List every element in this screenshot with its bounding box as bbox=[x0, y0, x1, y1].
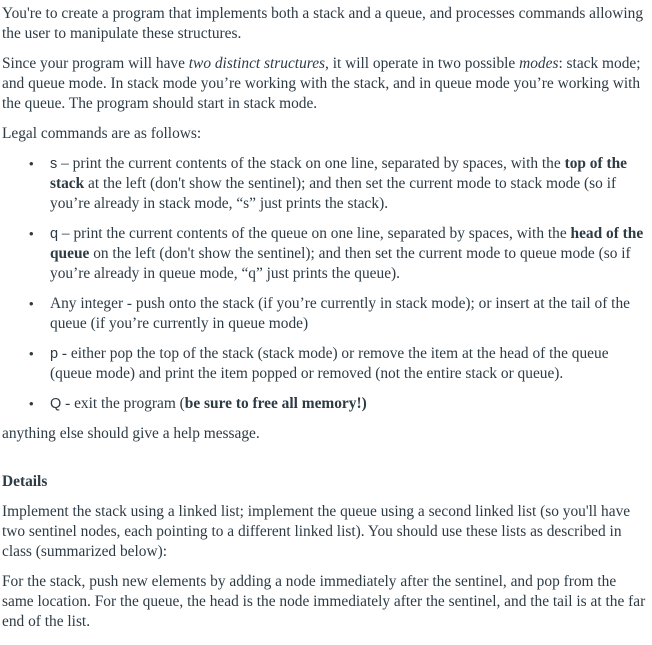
modes-emphasis-1: two distinct structures bbox=[188, 55, 326, 72]
details-paragraph-1: Implement the stack using a linked list; implement the queue using a second linked list (so you'll have two sentinel nodes, each pointing to a different linked list). You should use these lists as described in class (summarized below): bbox=[2, 503, 631, 560]
command-item-q bbox=[50, 224, 648, 284]
modes-text-2: , it will operate in two possible bbox=[325, 55, 520, 72]
help-message-paragraph: anything else should give a help message. bbox=[2, 425, 260, 442]
command-q-bold: head of the queue bbox=[50, 225, 644, 262]
command-key-q: q bbox=[50, 226, 59, 242]
command-item-p bbox=[50, 344, 648, 384]
modes-emphasis-2: modes bbox=[519, 55, 559, 72]
modes-text-3: : stack mode; and queue mode. In stack mode you’re working with the stack, and in queue mode you’re working with the queue. The program should start in stack mode. bbox=[2, 55, 641, 112]
command-p-text: - either pop the top of the stack (stack mode) or remove the item at the head of the queue (queue mode) and print the item popped or removed (not the entire stack or queue). bbox=[50, 345, 609, 382]
command-q-text-1: – print the current contents of the queue on one line, separated by spaces, with the bbox=[58, 225, 571, 242]
command-integer-text: Any integer - push onto the stack (if you’re currently in stack mode); or insert at the tail of the queue (if you’re currently in queue mode) bbox=[50, 295, 630, 332]
intro-paragraph: You're to create a program that implements both a stack and a queue, and processes commands allowing the user to manipulate these structures. bbox=[2, 5, 644, 42]
details-paragraph-2: For the stack, push new elements by adding a node immediately after the sentinel, and pop from the same location. For the queue, the head is the node immediately after the sentinel, and the tail is at the far end of the list. bbox=[2, 573, 646, 630]
command-item-s bbox=[50, 154, 648, 214]
command-key-Q: Q bbox=[50, 396, 62, 412]
details-heading: Details bbox=[2, 473, 48, 490]
command-item-integer bbox=[50, 294, 648, 334]
command-list bbox=[2, 154, 648, 414]
command-key-s: s bbox=[50, 156, 58, 172]
legal-commands-heading: Legal commands are as follows: bbox=[2, 125, 202, 142]
command-Q-bold: be sure to free all memory!) bbox=[184, 395, 367, 412]
command-s-text-1: – print the current contents of the stack on one line, separated by spaces, with the bbox=[57, 155, 565, 172]
command-s-bold: top of the stack bbox=[50, 155, 627, 192]
command-item-Q bbox=[50, 394, 648, 414]
command-Q-text: - exit the program ( bbox=[61, 395, 185, 412]
command-s-text-2: at the left (don't show the sentinel); and then set the current mode to stack mode (so if you’re already in stack mode, “s” just prints the stack). bbox=[50, 175, 617, 212]
modes-paragraph bbox=[2, 54, 648, 114]
command-key-p: p bbox=[50, 346, 59, 362]
command-q-text-2: on the left (don't show the sentinel); and then set the current mode to queue mode (so if you’re already in queue mode, “q” just prints the queue). bbox=[50, 245, 631, 282]
modes-text-1: Since your program will have bbox=[2, 55, 189, 72]
